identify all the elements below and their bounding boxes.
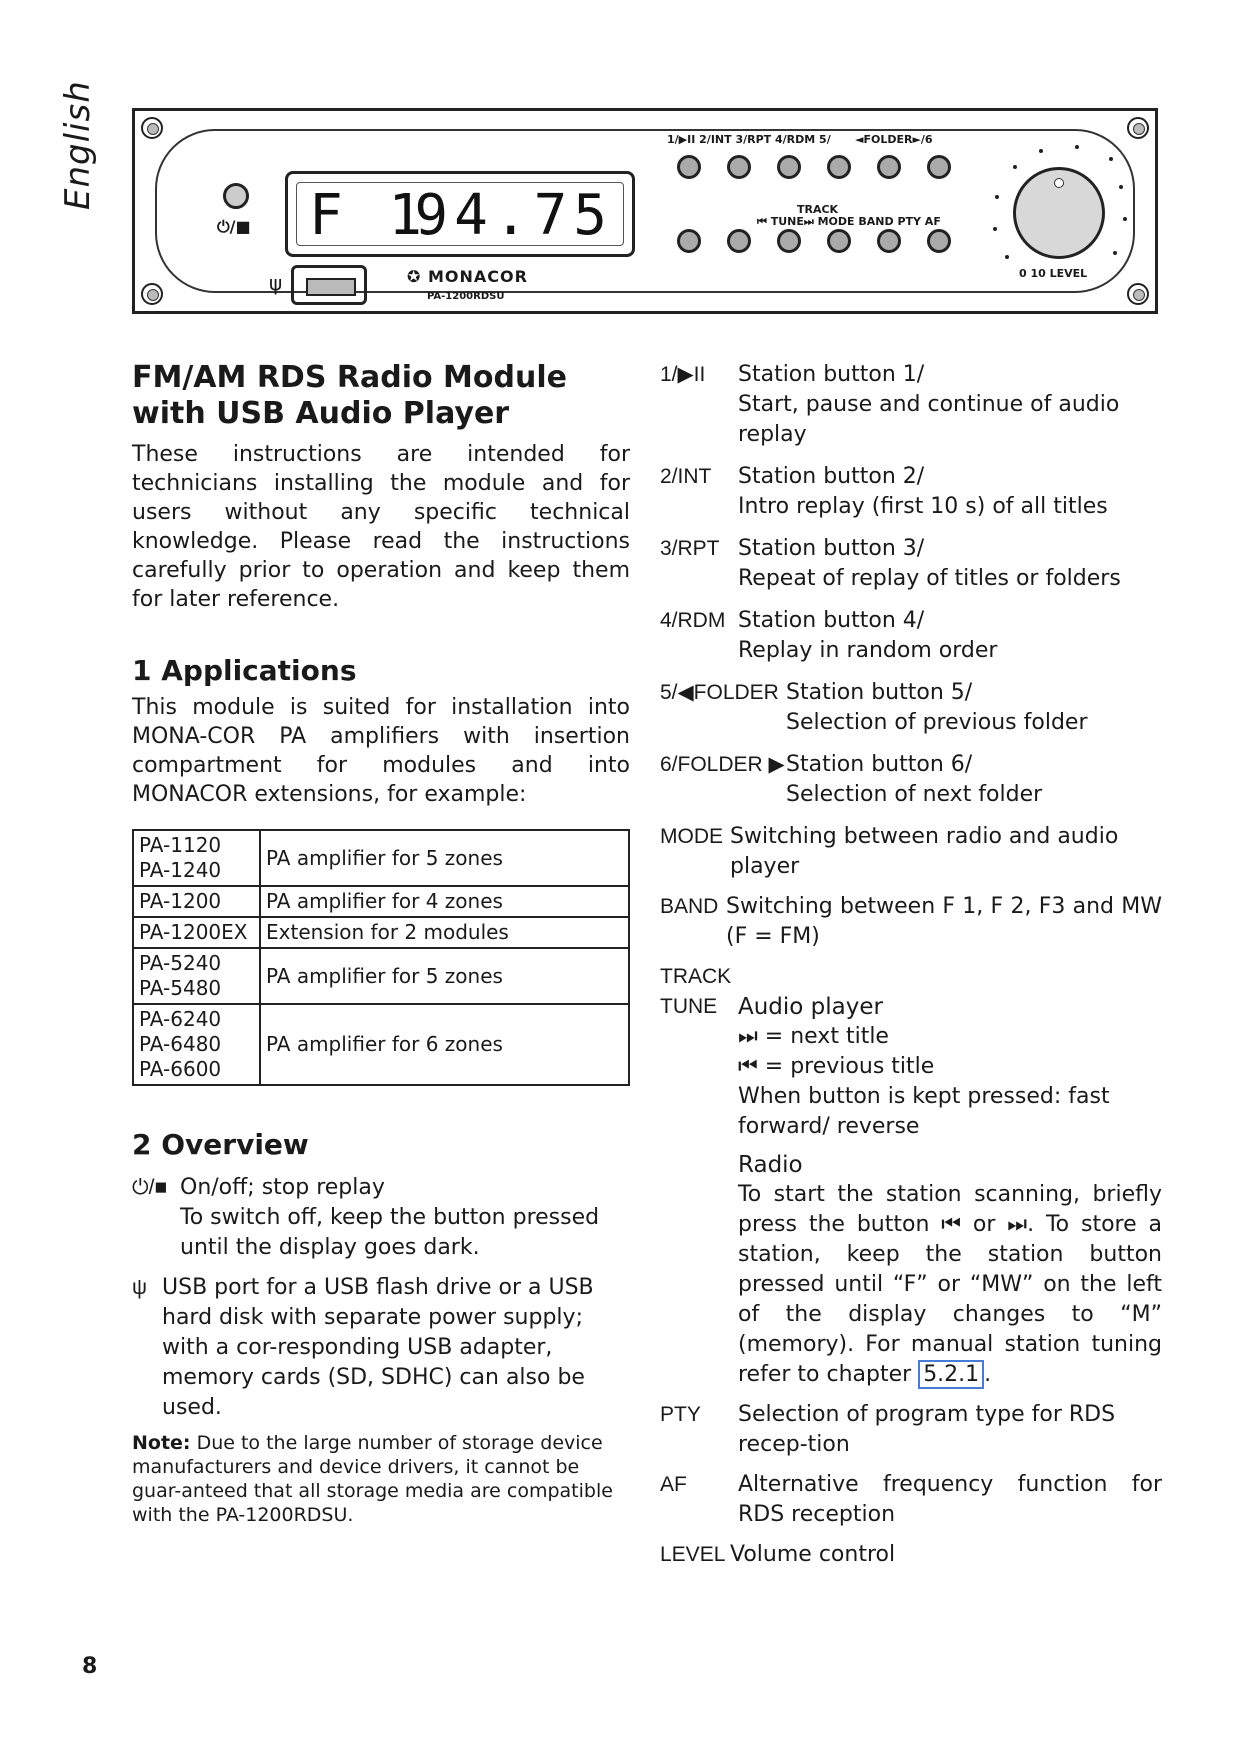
track-next-button[interactable] xyxy=(727,229,751,253)
scale-dot xyxy=(1075,145,1079,149)
level-term: LEVEL xyxy=(660,1543,726,1566)
button-6-term: 6/FOLDER ▶ xyxy=(660,753,785,776)
level-scale-label: 0 10 LEVEL xyxy=(1019,267,1088,280)
document-title: FM/AM RDS Radio Module with USB Audio Player xyxy=(132,360,567,431)
af-definition xyxy=(660,1470,1162,1530)
onoff-line1: On/off; stop replay xyxy=(180,1175,385,1200)
station-button-6[interactable] xyxy=(927,155,951,179)
device-front-panel xyxy=(132,108,1158,314)
pty-definition xyxy=(660,1400,1162,1460)
audio-player-heading: Audio player xyxy=(738,994,883,1020)
level-text: Volume control xyxy=(730,1542,896,1567)
lcd-band: F 1 xyxy=(309,183,429,248)
af-button[interactable] xyxy=(927,229,951,253)
button-4-line1: Station button 4/ xyxy=(738,608,925,633)
band-text: Switching between F 1, F 2, F3 and MW (F = FM) xyxy=(726,894,1162,949)
table-row xyxy=(133,917,629,948)
mode-text: Switching between radio and audio player xyxy=(730,824,1119,879)
table-cell-model: PA-1200EX xyxy=(133,917,260,948)
button-5-definition xyxy=(660,678,1162,738)
scale-dot xyxy=(1109,157,1113,161)
station-button-1[interactable] xyxy=(677,155,701,179)
screw-top-left xyxy=(141,117,163,139)
radio-heading: Radio xyxy=(738,1152,803,1178)
band-button[interactable] xyxy=(827,229,851,253)
applications-paragraph: This module is suited for installation into MONA-COR PA amplifiers with insertion compartment for modules and into MONACOR extensions, for example: xyxy=(132,695,630,807)
scale-dot xyxy=(995,195,999,199)
panel-faceplate xyxy=(155,129,1135,302)
pty-button[interactable] xyxy=(877,229,901,253)
station-button-2[interactable] xyxy=(727,155,751,179)
table-row xyxy=(133,1004,629,1085)
onoff-term: ⏻/■ xyxy=(132,1176,168,1199)
track-term: TRACK xyxy=(660,965,732,988)
chapter-link[interactable]: 5.2.1 xyxy=(918,1360,984,1389)
left-column xyxy=(132,360,630,1527)
table-cell-model: PA-5240 PA-5480 xyxy=(133,948,260,1004)
button-5-line1: Station button 5/ xyxy=(786,680,973,705)
table-row xyxy=(133,886,629,917)
button-3-definition xyxy=(660,534,1162,594)
band-definition xyxy=(660,892,1162,952)
button-4-line2: Replay in random order xyxy=(738,638,998,663)
onoff-line2: To switch off, keep the button pressed until the display goes dark. xyxy=(180,1205,600,1260)
button-5-line2: Selection of previous folder xyxy=(786,710,1088,735)
scale-dot xyxy=(1119,185,1123,189)
radio-text: To start the station scanning, briefly press the button ⏮ or ⏭. To store a station, keep the station button pressed until “F” or “MW” on the left of the display changes to “M” (memory). For manual station tuning refer to chapter xyxy=(738,1182,1162,1387)
button-2-line2: Intro replay (first 10 s) of all titles xyxy=(738,494,1108,519)
button-3-line1: Station button 3/ xyxy=(738,536,925,561)
table-cell-desc: PA amplifier for 6 zones xyxy=(260,1004,629,1085)
mode-definition xyxy=(660,822,1162,882)
table-row xyxy=(133,830,629,886)
power-button[interactable] xyxy=(223,183,249,209)
bottom-row-label-track: TRACK xyxy=(797,203,839,216)
screw-bottom-right xyxy=(1127,283,1149,305)
section-1-heading: 1 Applications xyxy=(132,654,357,687)
power-label: ⏻/■ xyxy=(217,217,251,236)
audio-next: ⏭ = next title xyxy=(738,1024,889,1049)
intro-paragraph: These instructions are intended for technicians installing the module and for users without any specific technical knowledge. Please read the instructions carefully prior to operation and keep them for later reference. xyxy=(132,442,630,612)
button-6-definition xyxy=(660,750,1162,810)
table-cell-model: PA-6240 PA-6480 PA-6600 xyxy=(133,1004,260,1085)
button-6-line1: Station button 6/ xyxy=(786,752,973,777)
audio-hold: When button is kept pressed: fast forward/ reverse xyxy=(738,1084,1110,1139)
radio-end: . xyxy=(984,1362,992,1387)
track-tune-definition xyxy=(660,962,1162,1390)
onoff-definition xyxy=(132,1173,630,1263)
brand-logo: ✪ MONACOR xyxy=(407,267,528,286)
mode-button[interactable] xyxy=(777,229,801,253)
button-5-term: 5/◀FOLDER xyxy=(660,681,779,704)
af-text: Alternative frequency function for RDS reception xyxy=(738,1472,1162,1527)
scale-dot xyxy=(1113,251,1117,255)
af-term: AF xyxy=(660,1473,687,1496)
table-cell-desc: PA amplifier for 5 zones xyxy=(260,830,629,886)
level-definition xyxy=(660,1540,1162,1570)
screw-top-right xyxy=(1127,117,1149,139)
model-label: PA-1200RDSU xyxy=(427,291,505,302)
button-1-term: 1/▶II xyxy=(660,363,706,386)
top-row-label-a: 1/▶II 2/INT 3/RPT 4/RDM 5/ xyxy=(667,133,831,146)
button-1-line1: Station button 1/ xyxy=(738,362,925,387)
button-1-definition xyxy=(660,360,1162,450)
usb-icon: ψ xyxy=(269,271,283,295)
button-2-term: 2/INT xyxy=(660,465,712,488)
note-text: Due to the large number of storage device manufacturers and device drivers, it cannot be guar-anteed that all storage media are compatible with the PA-1200RDSU. xyxy=(132,1432,613,1526)
radio-paragraph xyxy=(738,1180,1162,1390)
lcd-frequency: 94.75 xyxy=(414,183,613,248)
section-2-heading: 2 Overview xyxy=(132,1128,309,1161)
table-cell-model: PA-1200 xyxy=(133,886,260,917)
usb-definition xyxy=(132,1273,630,1423)
audio-prev: ⏮ = previous title xyxy=(738,1054,935,1079)
button-6-line2: Selection of next folder xyxy=(786,782,1043,807)
usb-text: USB port for a USB flash drive or a USB hard disk with separate power supply; with a cor-responding USB adapter, memory cards (SD, SDHC) can also be used. xyxy=(162,1275,594,1420)
button-2-definition xyxy=(660,462,1162,522)
right-column xyxy=(660,360,1162,1570)
lcd-display xyxy=(285,171,635,257)
button-3-term: 3/RPT xyxy=(660,537,720,560)
table-cell-desc: Extension for 2 modules xyxy=(260,917,629,948)
note-label: Note: xyxy=(132,1432,191,1454)
table-row xyxy=(133,948,629,1004)
button-4-term: 4/RDM xyxy=(660,609,726,632)
table-cell-model: PA-1120 PA-1240 xyxy=(133,830,260,886)
button-2-line1: Station button 2/ xyxy=(738,464,925,489)
scale-dot xyxy=(1123,217,1127,221)
page-number: 8 xyxy=(82,1654,98,1679)
track-prev-button[interactable] xyxy=(677,229,701,253)
station-button-5[interactable] xyxy=(877,155,901,179)
scale-dot xyxy=(1039,149,1043,153)
note-block xyxy=(132,1431,630,1527)
scale-dot xyxy=(1005,255,1009,259)
button-4-definition xyxy=(660,606,1162,666)
mode-term: MODE xyxy=(660,825,723,848)
scale-dot xyxy=(993,227,997,231)
usb-term: ψ xyxy=(132,1276,147,1299)
pty-text: Selection of program type for RDS recep-tion xyxy=(738,1402,1116,1457)
bottom-row-label-b: ⏮ TUNE⏭ MODE BAND PTY AF xyxy=(757,215,941,228)
scale-dot xyxy=(1013,165,1017,169)
compatible-models-table xyxy=(132,829,630,1086)
tune-term: TUNE xyxy=(660,995,718,1018)
pty-term: PTY xyxy=(660,1403,701,1426)
screw-bottom-left xyxy=(141,283,163,305)
button-1-line2: Start, pause and continue of audio replay xyxy=(738,392,1120,447)
level-knob[interactable] xyxy=(1013,167,1105,259)
table-cell-desc: PA amplifier for 4 zones xyxy=(260,886,629,917)
top-row-label-b: ◄FOLDER►/6 xyxy=(855,133,933,146)
usb-port[interactable] xyxy=(291,265,367,305)
button-3-line2: Repeat of replay of titles or folders xyxy=(738,566,1121,591)
table-cell-desc: PA amplifier for 5 zones xyxy=(260,948,629,1004)
station-button-4[interactable] xyxy=(827,155,851,179)
station-button-3[interactable] xyxy=(777,155,801,179)
band-term: BAND xyxy=(660,895,719,918)
side-language-label: English xyxy=(58,80,98,210)
